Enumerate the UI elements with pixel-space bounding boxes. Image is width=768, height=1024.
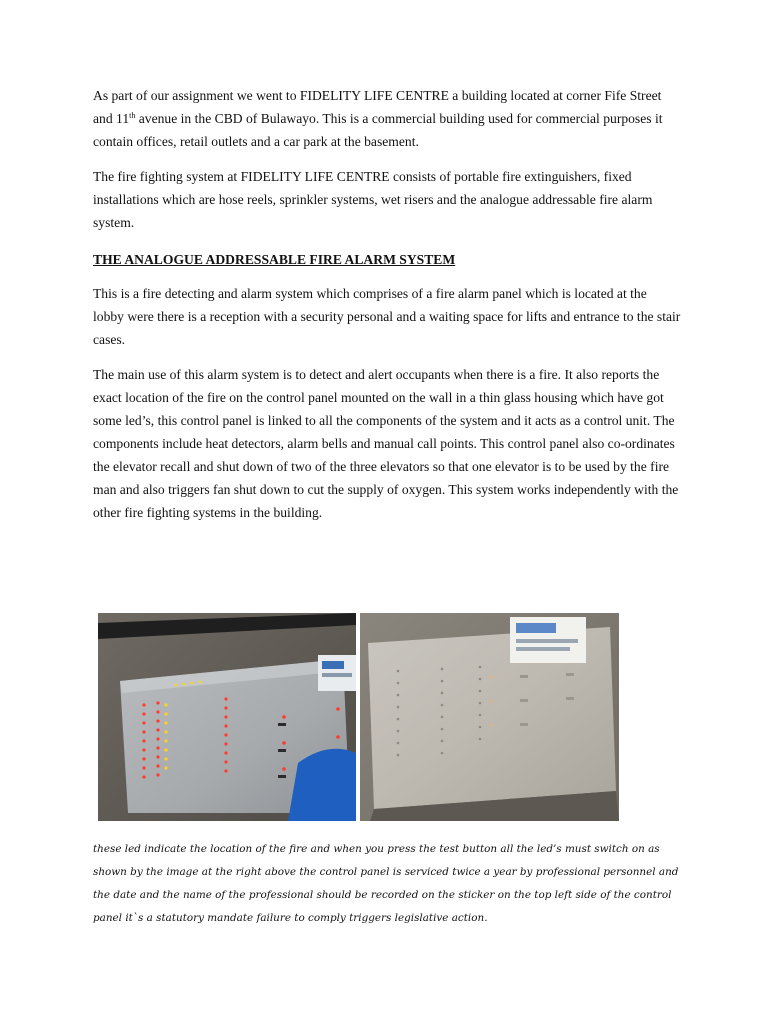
section-heading: THE ANALOGUE ADDRESSABLE FIRE ALARM SYSTEM	[93, 252, 456, 267]
control-panel-leds-off-image	[360, 613, 619, 821]
alarm-system-use-paragraph: The main use of this alarm system is to detect and alert occupants when there is a fire. It also reports the exact location of the fire on the control panel mounted on the wall in a thin glass housing which have got some led’s, this control panel is linked to all the components of the system and it acts as a control unit. The components include heat detectors, alarm bells and manual call points. This control panel also co-ordinates the elevator recall and shut down of two of the three elevators so that one elevator is to be used by the fire man and also triggers fan shut down to cut the supply of oxygen. This system works independently with the other fire fighting systems in the building.	[93, 367, 679, 520]
photo-caption: these led indicate the location of the fire and when you press the test button all the led’s must switch on as shown by the image at the right above the control panel is serviced twice a year by professional personnel and the date and the name of the professional should be recorded on the sticker on the top left side of the control panel it`s a statutory mandate failure to comply triggers legislative action.	[93, 843, 679, 924]
ordinal-suffix: th	[129, 111, 136, 120]
intro-text-end: avenue in the CBD of Bulawayo. This is a commercial building used for commercial purposes it contain offices, retail outlets and a car park at the basement.	[93, 111, 663, 149]
control-panel-leds-on-image	[98, 613, 356, 821]
fire-fighting-system-paragraph: The fire fighting system at FIDELITY LIFE CENTRE consists of portable fire extinguishers, fixed installations which are hose reels, sprinkler systems, wet risers and the analogue addressable fire alarm system.	[93, 169, 653, 230]
photo-control-panel-leds-off	[360, 613, 619, 821]
intro-text-start: As part of our assignment we went to FIDELITY LIFE CENTRE a building located at corner Fife Street and 11	[93, 88, 662, 126]
intro-paragraph	[93, 84, 681, 153]
alarm-system-description-paragraph: This is a fire detecting and alarm system which comprises of a fire alarm panel which is located at the lobby were there is a reception with a security personal and a waiting space for lifts and entrance to the stair cases.	[93, 286, 681, 347]
photo-control-panel-leds-on	[98, 613, 356, 821]
